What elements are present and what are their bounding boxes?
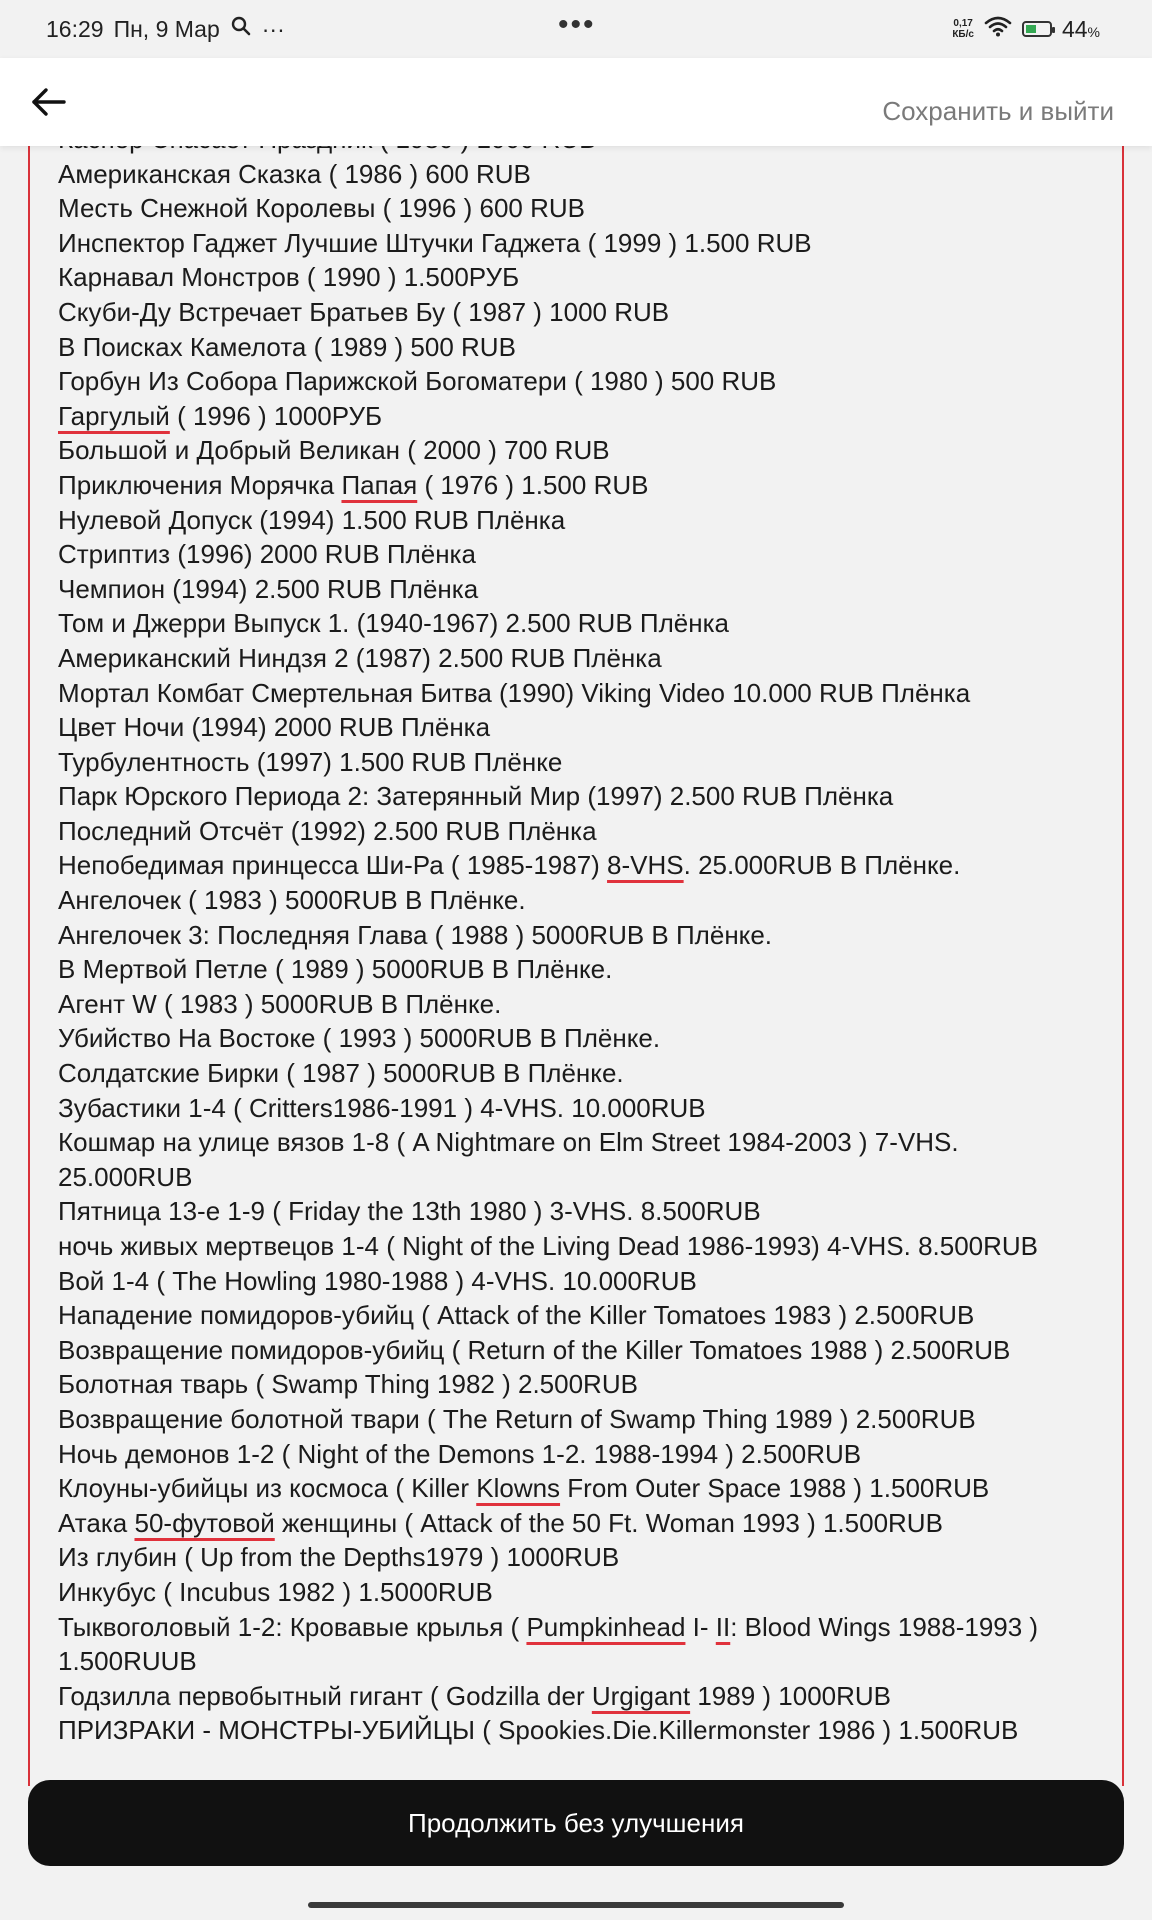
text-segment: Американская Сказка ( 1986 ) 600 RUB <box>58 158 531 189</box>
misspelled-word: Klowns <box>476 1473 561 1504</box>
text-segment: From Outer Space 1988 ) 1.500RUB <box>560 1473 990 1504</box>
text-segment: Приключения Морячка <box>58 469 342 500</box>
text-segment: Болотная тварь ( Swamp Thing 1982 ) 2.500RUB <box>58 1369 638 1400</box>
text-line <box>58 330 1098 365</box>
text-line <box>58 260 1098 295</box>
multitask-dots[interactable]: ••• <box>558 8 596 41</box>
text-line <box>58 1125 1098 1160</box>
text-line <box>58 1056 1098 1091</box>
text-segment: Нападение помидоров-убийц ( Attack of the Killer Tomatoes 1983 ) 2.500RUB <box>58 1300 975 1331</box>
text-segment: : Blood Wings 1988-1993 ) <box>730 1611 1039 1642</box>
text-segment: Кошмар на улице вязов 1-8 ( A Nightmare on Elm Street 1984-2003 ) 7-VHS. <box>58 1127 959 1158</box>
misspelled-word: Папая <box>341 469 418 500</box>
text-segment: Парк Юрского Периода 2: Затерянный Мир (1997) 2.500 RUB Плёнка <box>58 781 894 812</box>
text-segment: ПРИЗРАКИ - МОНСТРЫ-УБИЙЦЫ ( Spookies.Die.Killermonster 1986 ) 1.500RUB <box>58 1715 1019 1746</box>
text-line <box>58 676 1098 711</box>
text-segment: Инкубус ( Incubus 1982 ) 1.5000RUB <box>58 1576 493 1607</box>
text-line <box>58 1506 1098 1541</box>
text-line <box>58 606 1098 641</box>
status-time: 16:29 <box>46 15 104 42</box>
text-line <box>58 364 1098 399</box>
text-segment: Инспектор Гаджет Лучшие Штучки Гаджета ( 1999 ) 1.500 RUB <box>58 227 812 258</box>
misspelled-word: Гаргулый <box>58 400 170 431</box>
net-speed <box>952 18 974 40</box>
text-line <box>58 572 1098 607</box>
net-speed-value: 0,17 <box>953 18 973 29</box>
text-segment: В Мертвой Петле ( 1989 ) 5000RUB В Плёнке. <box>58 954 613 985</box>
text-segment: 1.500RUUB <box>58 1646 197 1677</box>
text-segment: В Поисках Камелота ( 1989 ) 500 RUB <box>58 331 516 362</box>
text-segment: Нулевой Допуск (1994) 1.500 RUB Плёнка <box>58 504 566 535</box>
text-segment: Вой 1-4 ( The Howling 1980-1988 ) 4-VHS. 10.000RUB <box>58 1265 697 1296</box>
text-line <box>58 157 1098 192</box>
misspelled-word: 8-VHS <box>607 850 684 881</box>
text-line <box>58 779 1098 814</box>
text-line <box>58 226 1098 261</box>
text-line <box>58 1679 1098 1714</box>
text-segment: Ангелочек ( 1983 ) 5000RUB В Плёнке. <box>58 885 526 916</box>
status-date: Пн, 9 Мар <box>113 15 220 42</box>
text-line <box>58 468 1098 503</box>
text-line <box>58 537 1098 572</box>
misspelled-word: Pumpkinhead <box>526 1611 686 1642</box>
text-line <box>58 1610 1098 1645</box>
net-speed-unit: КБ/с <box>952 29 974 40</box>
text-line <box>58 503 1098 538</box>
wifi-icon <box>984 15 1012 43</box>
battery-percent: 44 <box>1061 15 1088 42</box>
text-line <box>58 1437 1098 1472</box>
text-document-frame[interactable] <box>28 146 1124 1786</box>
text-segment: Возвращение помидоров-убийц ( Return of the Killer Tomatoes 1988 ) 2.500RUB <box>58 1334 1011 1365</box>
text-segment: ( 1976 ) 1.500 RUB <box>417 469 649 500</box>
text-segment: Солдатские Бирки ( 1987 ) 5000RUB В Плёнке. <box>58 1058 624 1089</box>
app-bar <box>0 58 1152 146</box>
text-line <box>58 952 1098 987</box>
text-segment: Стриптиз (1996) 2000 RUB Плёнка <box>58 539 476 570</box>
text-segment: Скуби-Ду Встречает Братьев Бу ( 1987 ) 1000 RUB <box>58 296 670 327</box>
text-segment: Пятница 13-е 1-9 ( Friday the 13th 1980 ) 3-VHS. 8.500RUB <box>58 1196 761 1227</box>
text-segment: Убийство На Востоке ( 1993 ) 5000RUB В Плёнке. <box>58 1023 661 1054</box>
status-left <box>46 15 285 43</box>
text-segment: Клоуны-убийцы из космоса ( Killer <box>58 1473 477 1504</box>
text-segment: Возвращение болотной твари ( The Return of Swamp Thing 1989 ) 2.500RUB <box>58 1403 976 1434</box>
save-and-exit-link[interactable]: Сохранить и выйти <box>882 96 1114 126</box>
text-line <box>58 1471 1098 1506</box>
text-line <box>58 814 1098 849</box>
text-segment: Зубастики 1-4 ( Critters1986-1991 ) 4-VHS. 10.000RUB <box>58 1092 706 1123</box>
text-line <box>58 1160 1098 1195</box>
text-line <box>58 918 1098 953</box>
battery-percent-unit: % <box>1087 23 1100 40</box>
text-segment: I- <box>685 1611 716 1642</box>
text-line <box>58 1264 1098 1299</box>
text-line <box>58 710 1098 745</box>
text-segment: Месть Снежной Королевы ( 1996 ) 600 RUB <box>58 193 585 224</box>
text-line <box>58 433 1098 468</box>
text-line <box>58 1091 1098 1126</box>
text-segment: Мортал Комбат Смертельная Битва (1990) Viking Video 10.000 RUB Плёнка <box>58 677 971 708</box>
text-segment: Из глубин ( Up from the Depths1979 ) 1000RUB <box>58 1542 620 1573</box>
text-segment: Последний Отсчёт (1992) 2.500 RUB Плёнка <box>58 815 597 846</box>
text-segment: ночь живых мертвецов 1-4 ( Night of the Living Dead 1986-1993) 4-VHS. 8.500RUB <box>58 1231 1039 1261</box>
text-segment: ( 1996 ) 1000РУБ <box>169 400 383 431</box>
arrow-left-icon <box>26 78 74 126</box>
misspelled-word: 50-футовой <box>134 1507 275 1538</box>
text-segment: женщины ( Attack of the 50 Ft. Woman 1993 ) 1.500RUB <box>274 1507 943 1538</box>
text-line <box>58 848 1098 883</box>
text-line <box>58 1229 1098 1264</box>
text-segment: Ночь демонов 1-2 ( Night of the Demons 1-2. 1988-1994 ) 2.500RUB <box>58 1438 862 1469</box>
text-segment: Ангелочек 3: Последняя Глава ( 1988 ) 5000RUB В Плёнке. <box>58 919 773 950</box>
home-indicator[interactable] <box>308 1902 844 1908</box>
misspelled-word: Urgigant <box>591 1680 691 1711</box>
text-line <box>58 883 1098 918</box>
text-line <box>58 1021 1098 1056</box>
text-segment: Тыквоголовый 1-2: Кровавые крылья ( <box>58 1611 527 1642</box>
text-segment: 1989 ) 1000RUB <box>690 1680 892 1711</box>
search-icon <box>230 15 252 43</box>
text-segment: Непобедимая принцесса Ши-Ра ( 1985-1987) <box>58 850 608 881</box>
misspelled-word: II <box>715 1611 731 1642</box>
text-line <box>58 1298 1098 1333</box>
text-segment: . 25.000RUB В Плёнке. <box>683 850 961 881</box>
text-segment: 25.000RUB <box>58 1161 193 1192</box>
text-segment: Чемпион (1994) 2.500 RUB Плёнка <box>58 573 479 604</box>
text-line <box>58 295 1098 330</box>
text-line <box>58 745 1098 780</box>
text-segment: Атака <box>58 1507 135 1538</box>
text-segment: Американский Ниндзя 2 (1987) 2.500 RUB Плёнка <box>58 642 662 673</box>
text-segment: Карнавал Монстров ( 1990 ) 1.500РУБ <box>58 262 520 293</box>
text-line <box>58 1333 1098 1368</box>
status-right <box>952 15 1100 43</box>
status-more: ··· <box>261 15 285 42</box>
battery-icon <box>1022 21 1052 37</box>
text-segment: Большой и Добрый Великан ( 2000 ) 700 RUB <box>58 435 610 466</box>
continue-without-improvement-button[interactable]: Продолжить без улучшения <box>28 1780 1124 1866</box>
text-segment: Агент W ( 1983 ) 5000RUB В Плёнке. <box>58 988 502 1019</box>
text-line <box>58 987 1098 1022</box>
text-line <box>58 641 1098 676</box>
text-line <box>58 1194 1098 1229</box>
text-line <box>58 1713 1098 1748</box>
text-segment: Горбун Из Собора Парижской Богоматери ( 1980 ) 500 RUB <box>58 366 777 397</box>
text-line <box>58 399 1098 434</box>
text-line <box>58 1367 1098 1402</box>
text-line <box>58 1575 1098 1610</box>
text-line <box>58 1402 1098 1437</box>
text-segment: Турбулентность (1997) 1.500 RUB Плёнке <box>58 746 563 777</box>
back-button[interactable] <box>26 78 74 126</box>
battery-level-fill <box>1026 25 1036 33</box>
text-line <box>58 1644 1098 1679</box>
text-line <box>58 191 1098 226</box>
battery-readout <box>1062 16 1100 43</box>
text-segment: Том и Джерри Выпуск 1. (1940-1967) 2.500 RUB Плёнка <box>58 608 729 639</box>
text-line <box>58 1540 1098 1575</box>
text-segment: Годзилла первобытный гигант ( Godzilla der <box>58 1680 592 1711</box>
document-text[interactable] <box>58 122 1098 1748</box>
text-segment: Цвет Ночи (1994) 2000 RUB Плёнка <box>58 712 491 743</box>
status-bar <box>0 0 1152 58</box>
